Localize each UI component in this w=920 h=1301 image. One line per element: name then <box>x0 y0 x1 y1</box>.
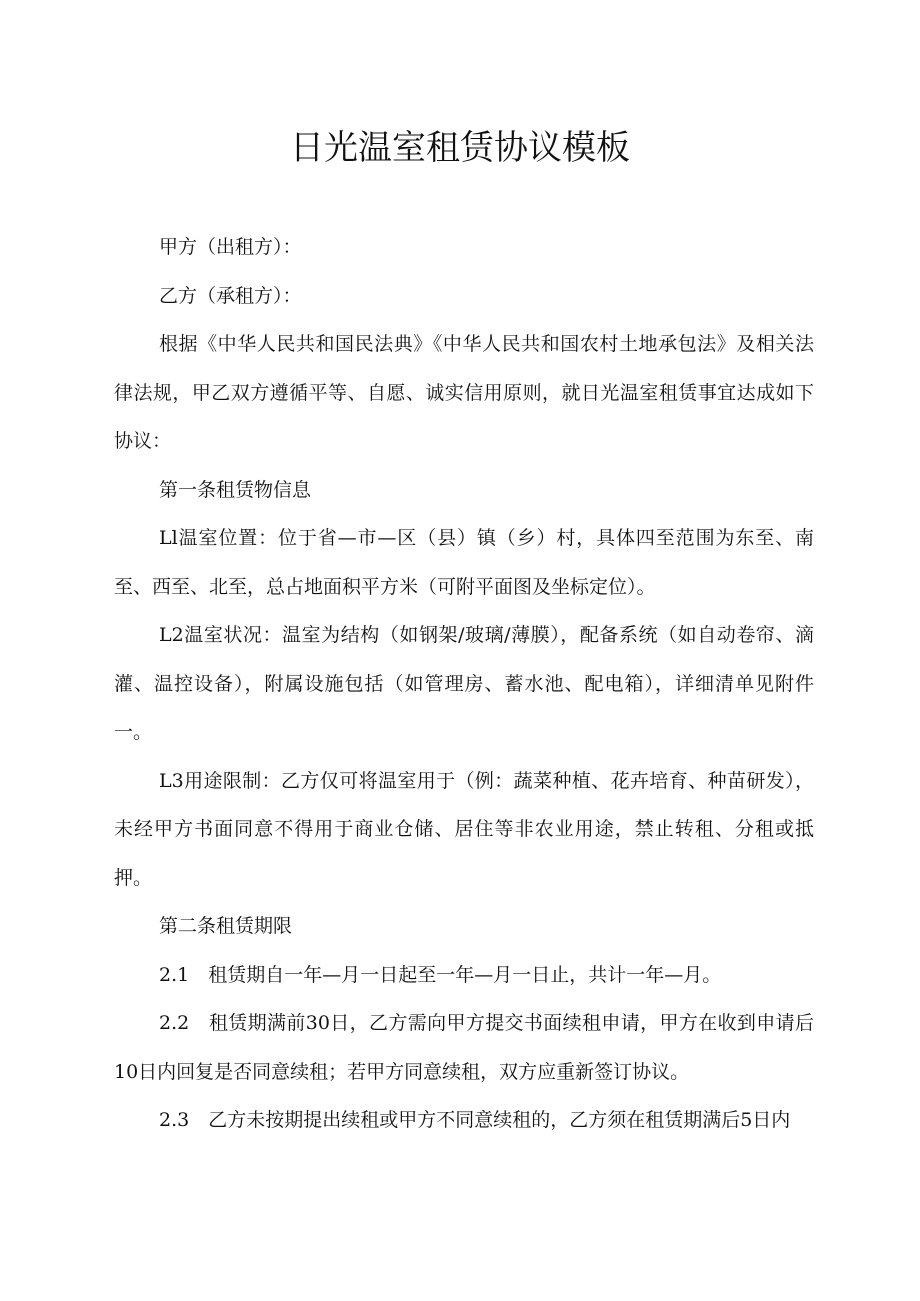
preamble-paragraph: 根据《中华人民共和国民法典》《中华人民共和国农村土地承包法》及相关法律法规，甲乙双方遵循平等、自愿、诚实信用原则，就日光温室租赁事宜达成如下协议： <box>114 333 814 452</box>
party-b-line: 乙方（承租方）： <box>159 284 302 307</box>
article-2-heading: 第二条租赁期限 <box>159 915 293 937</box>
article-1-heading: 第一条租赁物信息 <box>159 478 312 501</box>
clause-2-3: 2.3 乙方未按期提出续租或甲方不同意续租的，乙方须在租赁期满后5日内 <box>159 1109 791 1131</box>
clause-1-3: L3用途限制：乙方仅可将温室用于（例：蔬菜种植、花卉培育、种苗研发），未经甲方书面同意不得用于商业仓储、居住等非农业用途，禁止转租、分租或抵押。 <box>114 769 814 889</box>
document-title: 日光温室租赁协议模板 <box>290 128 630 168</box>
clause-1-2: L2温室状况：温室为结构（如钢架/玻璃/薄膜），配备系统（如自动卷帘、滴灌、温控设备），附属设施包括（如管理房、蓄水池、配电箱），详细清单见附件一。 <box>114 624 814 743</box>
clause-2-1: 2.1 租赁期自一年—月一日起至一年—月一日止，共计一年—月。 <box>159 963 722 986</box>
party-a-line: 甲方（出租方）： <box>159 236 302 258</box>
clause-1-1: Ll温室位置：位于省—市—区（县）镇（乡）村，具体四至范围为东至、南至、西至、北至，总占地面积平方米（可附平面图及坐标定位）。 <box>114 527 814 598</box>
clause-2-2: 2.2 租赁期满前30日，乙方需向甲方提交书面续租申请，甲方在收到申请后10日内回复是否同意续租；若甲方同意续租，双方应重新签订协议。 <box>114 1012 814 1083</box>
document-body <box>114 223 814 1145</box>
